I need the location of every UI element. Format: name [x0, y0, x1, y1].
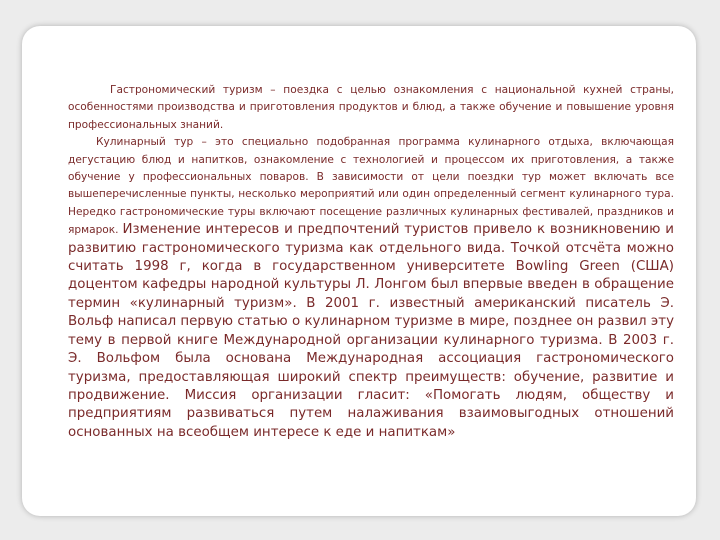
paragraph-definition: Гастрономический туризм – поездка с целью ознакомления с национальной кухней страны, особенностями производства и приготовления продуктов и блюд, а также обучение и повышение уровня профессиональных знаний.: [68, 84, 674, 131]
text-body: [68, 82, 674, 442]
history-text: Изменение интересов и предпочтений туристов привело к возникновению и развитию гастрономического туризма как отдельного вида. Точкой отсчёта можно считать 1998 г, когда в государственном университете Bowling Green (США) доцентом кафедры народной культуры Л. Лонгом был впервые введен в обращение термин «кулинарный туризм». В 2001 г. известный американский писатель Э. Вольф написал первую статью о кулинарном туризме в мире, позднее он развил эту тему в первой книге Международной организации кулинарного туризма. В 2003 г. Э. Вольфом была основана Международная ассоциация гастрономического туризма, предоставляющая широкий спектр преимуществ: обучение, развитие и продвижение. Миссия организации гласит: «Помогать людям, обществу и предприятиям развиваться путем налаживания взаимовыгодных отношений основанных на всеобщем интересе к еде и напиткам»: [68, 222, 674, 440]
culinary-tour-text: Кулинарный тур – это специально подобранная программа кулинарного отдыха, включающая дегустацию блюд и напитков, ознакомление с технологией и процессом их приготовления, а также обучение у профессиональных поваров. В зависимости от цели поездки тур может включать все вышеперечисленные пункты, несколько мероприятий или один определенный сегмент кулинарного тура. Нередко гастрономические туры включают посещение различных кулинарных фестивалей, праздников и ярмарок.: [68, 136, 674, 237]
slide-panel: [22, 26, 696, 516]
paragraph-culinary-tour: [68, 134, 674, 442]
